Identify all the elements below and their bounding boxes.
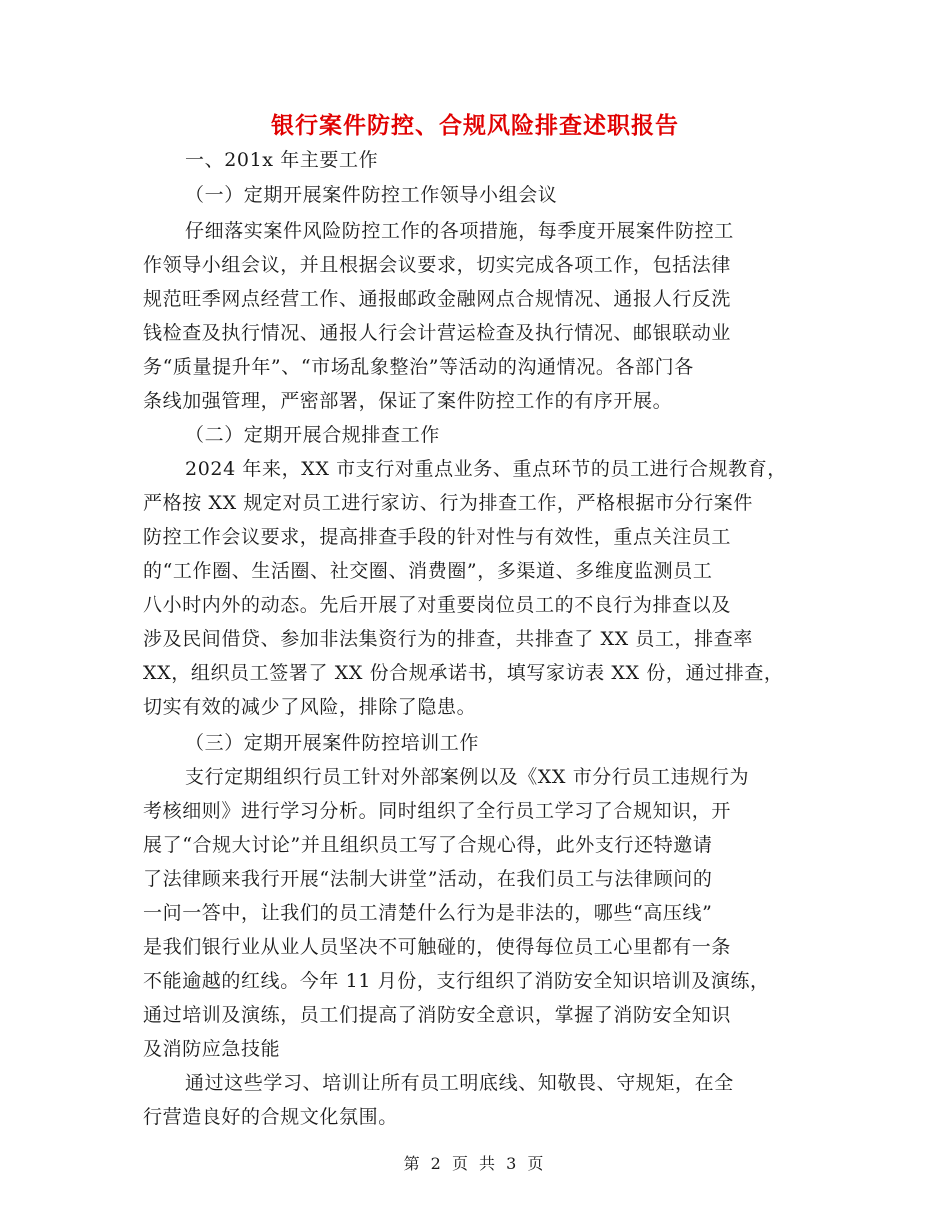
paragraph-line: 不能逾越的红线。今年 11 月份，支行组织了消防安全知识培训及演练， xyxy=(143,970,770,992)
section-heading: 一、201x 年主要工作 xyxy=(185,149,379,171)
paragraph-line: 防控工作会议要求，提高排查手段的针对性与有效性，重点关注员工 xyxy=(143,526,732,548)
paragraph-line: 了法律顾来我行开展“法制大讲堂”活动，在我们员工与法律顾问的 xyxy=(143,868,713,890)
paragraph-line: 钱检查及执行情况、通报人行会计营运检查及执行情况、邮银联动业 xyxy=(143,322,732,344)
paragraph-line: 务“质量提升年”、“市场乱象整治”等活动的沟通情况。各部门各 xyxy=(143,356,694,378)
paragraph-line: 仔细落实案件风险防控工作的各项措施，每季度开展案件防控工 xyxy=(185,220,734,242)
document-title: 银行案件防控、合规风险排查述职报告 xyxy=(271,112,679,139)
paragraph-line: 展了“合规大讨论”并且组织员工写了合规心得，此外支行还特邀请 xyxy=(143,834,713,856)
paragraph-line: 规范旺季网点经营工作、通报邮政金融网点合规情况、通报人行反洗 xyxy=(143,288,732,310)
paragraph-line: 条线加强管理，严密部署，保证了案件防控工作的有序开展。 xyxy=(143,390,673,412)
subsection-heading: （一）定期开展案件防控工作领导小组会议 xyxy=(185,184,558,206)
paragraph-line: 八小时内外的动态。先后开展了对重要岗位员工的不良行为排查以及 xyxy=(143,594,732,616)
page-number-footer: 第 2 页 共 3 页 xyxy=(403,1154,547,1173)
paragraph-line: 及消防应急技能 xyxy=(143,1038,281,1060)
paragraph-line: 一问一答中，让我们的员工清楚什么行为是非法的，哪些“高压线” xyxy=(143,902,713,924)
subsection-heading: （二）定期开展合规排查工作 xyxy=(185,424,440,446)
paragraph-line: 切实有效的减少了风险，排除了隐患。 xyxy=(143,696,477,718)
paragraph-line: 考核细则》进行学习分析。同时组织了全行员工学习了合规知识，开 xyxy=(143,800,732,822)
paragraph-line: 作领导小组会议，并且根据会议要求，切实完成各项工作，包括法律 xyxy=(143,254,732,276)
paragraph-line: 涉及民间借贷、参加非法集资行为的排查，共排查了 XX 员工，排查率 xyxy=(143,628,753,650)
subsection-heading: （三）定期开展案件防控培训工作 xyxy=(185,732,480,754)
paragraph-line: 支行定期组织行员工针对外部案例以及《XX 市分行员工违规行为 xyxy=(185,766,750,788)
paragraph-line: 通过这些学习、培训让所有员工明底线、知敬畏、守规矩，在全 xyxy=(185,1072,734,1094)
paragraph-line: 行营造良好的合规文化氛围。 xyxy=(143,1106,398,1128)
paragraph-line: 是我们银行业从业人员坚决不可触碰的，使得每位员工心里都有一条 xyxy=(143,936,732,958)
paragraph-line: 严格按 XX 规定对员工进行家访、行为排查工作，严格根据市分行案件 xyxy=(143,492,753,514)
paragraph-line: 2024 年来，XX 市支行对重点业务、重点环节的员工进行合规教育， xyxy=(185,458,787,480)
paragraph-line: 通过培训及演练，员工们提高了消防安全意识，掌握了消防安全知识 xyxy=(143,1004,732,1026)
paragraph-line: XX，组织员工签署了 XX 份合规承诺书，填写家访表 XX 份，通过排查， xyxy=(143,662,784,684)
paragraph-line: 的“工作圈、生活圈、社交圈、消费圈”，多渠道、多维度监测员工 xyxy=(143,560,713,582)
